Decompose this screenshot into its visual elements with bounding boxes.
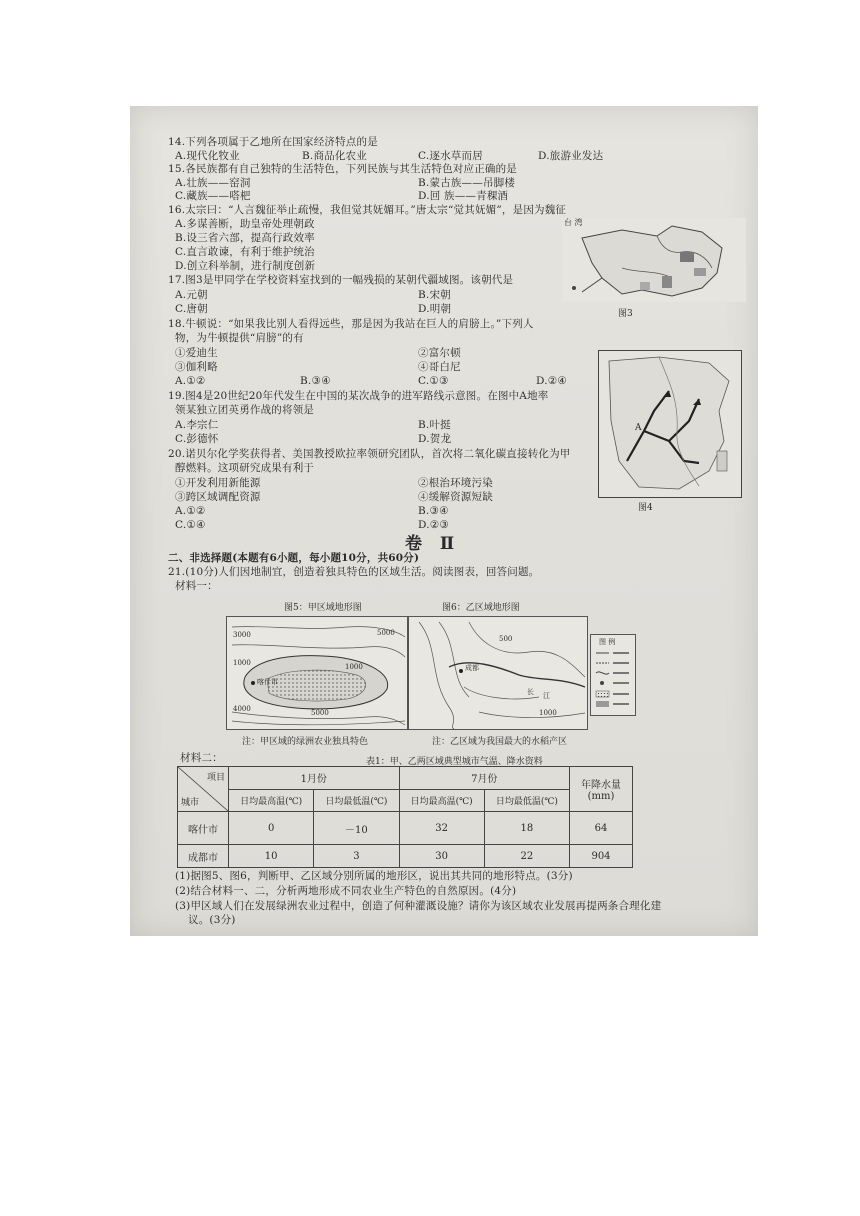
row-cell: 10: [229, 845, 314, 868]
q18-stem-line2: 物，为牛顿提供“肩膀”的有: [175, 332, 304, 344]
rain-header: [570, 767, 633, 812]
row-cell: 0: [229, 812, 314, 845]
q21-sub3-line2: 议。(3分): [188, 914, 236, 926]
table-row: [178, 812, 633, 845]
q14-opt-a: A.现代化牧业: [175, 150, 240, 162]
q15-opt-a: A.壮族——窑洞: [175, 177, 251, 189]
row-cell: 18: [484, 812, 569, 845]
q14-opt-d: D.旅游业发达: [538, 150, 604, 162]
q14-opt-b: B.商品化农业: [302, 150, 367, 162]
q20-item-2: ②根治环境污染: [418, 477, 493, 489]
fig6-label-500: 500: [499, 635, 513, 643]
q19-opt-d: D.贺龙: [418, 433, 452, 445]
fig6-label-chang: 长: [527, 688, 534, 696]
q15-opt-d: D.回 族——青稞酒: [418, 190, 509, 202]
jul-header: 7月份: [399, 767, 570, 790]
q18-item-2: ②富尔顿: [418, 347, 461, 359]
sub-header-4: 日均最低温(℃): [484, 789, 569, 812]
section-title: 卷 Ⅱ: [405, 534, 461, 554]
figure-5-map: [226, 616, 408, 730]
row-cell: 30: [399, 845, 484, 868]
q15-stem: 15.各民族都有自己独特的生活特色，下列民族与其生活特色对应正确的是: [168, 163, 517, 175]
q17-opt-c: C.唐朝: [175, 303, 208, 315]
sub-header-2: 日均最低温(℃): [314, 789, 399, 812]
rain-header-unit: (mm): [587, 791, 615, 802]
row-cell: 904: [570, 845, 633, 868]
q16-opt-d: D.创立科举制，进行制度创新: [175, 260, 316, 272]
fig6-title: 图6：乙区域地形图: [442, 603, 520, 613]
q15-opt-b: B.蒙古族——吊脚楼: [418, 177, 516, 189]
figure-6-map: [408, 616, 588, 730]
fig4-caption: 图4: [638, 503, 653, 513]
row-cell: 64: [570, 812, 633, 845]
exam-photo: [130, 106, 758, 936]
q18-item-3: ③伽利略: [175, 361, 218, 373]
sub-header-3: 日均最高温(℃): [399, 789, 484, 812]
q18-item-1: ①爱迪生: [175, 347, 218, 359]
q20-opt-a: A.①②: [175, 505, 206, 517]
fig4-mark-a: A: [635, 423, 642, 433]
q17-stem: 17.图3是甲同学在学校资料室找到的一幅残损的某朝代疆域图。该朝代是: [168, 274, 514, 286]
q20-opt-d: D.②③: [418, 519, 450, 531]
fig5-title: 图5：甲区域地形图: [284, 603, 362, 613]
fig6-label-jiang: 江: [543, 692, 550, 700]
fig5-label-7: 5000: [377, 629, 395, 637]
q16-opt-a: A.多谋善断，助皇帝处理朝政: [175, 218, 315, 230]
table-row: [178, 845, 633, 868]
q20-opt-b: B.③④: [418, 505, 449, 517]
corner-item-label: 项目: [206, 773, 225, 783]
q16-stem: 16.太宗曰：“人言魏征举止疏慢，我但觉其妩媚耳。”唐太宗“觉其妩媚”，是因为魏征: [168, 204, 567, 216]
fig5-label-1: 3000: [233, 631, 251, 639]
fig3-caption: 图3: [618, 309, 633, 319]
q20-stem-line1: 20.诺贝尔化学奖获得者、美国教授欧拉率领研究团队，首次将二氧化碳直接转化为甲: [168, 448, 571, 460]
fig6-label-1000: 1000: [539, 709, 557, 717]
q18-stem-line1: 18.牛顿说：“如果我比别人看得远些，那是因为我站在巨人的肩膀上。”下列人: [168, 318, 534, 330]
q19-stem-line2: 领某独立团英勇作战的将领是: [175, 404, 315, 416]
table-corner: [178, 767, 229, 812]
q21-sub1: (1)据图5、图6，判断甲、乙区域分别所属的地形区，说出其共同的地形特点。(3分): [175, 870, 573, 882]
q18-opt-b: B.③④: [300, 375, 331, 387]
q17-opt-b: B.宋朝: [418, 289, 451, 301]
q17-opt-d: D.明朝: [418, 303, 452, 315]
sub-header-1: 日均最高温(℃): [229, 789, 314, 812]
row-cell: 32: [399, 812, 484, 845]
q19-opt-b: B.叶挺: [418, 419, 451, 431]
q21-stem: 21.(10分)人们因地制宜，创造着独具特色的区域生活。阅读图表，回答问题。: [168, 566, 540, 578]
q21-material2: 材料二：: [180, 752, 223, 764]
q18-item-4: ④哥白尼: [418, 361, 461, 373]
q14-stem: 14.下列各项属于乙地所在国家经济特点的是: [168, 136, 378, 148]
corner-city-label: 城市: [181, 798, 200, 808]
fig5-label-4: 4000: [233, 705, 251, 713]
q20-item-3: ③跨区域调配资源: [175, 491, 261, 503]
fig6-note: 注：乙区域为我国最大的水稻产区: [432, 737, 568, 747]
fig3-place-label: 台 湾: [564, 218, 583, 227]
q16-opt-b: B.设三省六部，提高行政效率: [175, 232, 315, 244]
row-cell: 22: [484, 845, 569, 868]
fig6-label-city: 成都: [465, 664, 479, 672]
fig5-label-6: 1000: [345, 663, 363, 671]
q20-stem-line2: 醇燃料。这项研究成果有利于: [175, 462, 315, 474]
q20-item-4: ④缓解资源短缺: [418, 491, 493, 503]
q15-opt-c: C.藏族——嗒杷: [175, 190, 251, 202]
q17-opt-a: A.元朝: [175, 289, 208, 301]
row-cell: 3: [314, 845, 399, 868]
q16-opt-c: C.直言敢谏，有利于维护统治: [175, 246, 315, 258]
table-title: 表1：甲、乙两区域典型城市气温、降水资料: [366, 757, 543, 767]
fig5-note: 注：甲区域的绿洲农业独具特色: [242, 737, 369, 747]
fig5-label-city: 喀什市: [257, 678, 278, 686]
q19-stem-line1: 19.图4是20世纪20年代发生在中国的某次战争的进军路线示意图。在图中A地率: [168, 390, 549, 402]
q14-opt-c: C.逐水草而居: [418, 150, 483, 162]
q21-sub2: (2)结合材料一、二，分析两地形成不同农业生产特色的自然原因。(4分): [175, 885, 517, 897]
q18-opt-a: A.①②: [175, 375, 206, 387]
part2-heading: 二、非选择题(本题有6小题，每小题10分，共60分): [168, 552, 420, 564]
rain-header-label: 年降水量: [581, 780, 621, 791]
q21-sub3-line1: (3)甲区域人们在发展绿洲农业过程中，创造了何种灌溉设施？请你为该区域农业发展再提两条合理化建: [175, 900, 662, 912]
q19-opt-a: A.李宗仁: [175, 419, 219, 431]
row-city: 喀什市: [178, 812, 229, 845]
q18-opt-c: C.①③: [418, 375, 449, 387]
q18-opt-d: D.②④: [536, 375, 568, 387]
legend-title: 图 例: [599, 638, 616, 646]
map-legend: [590, 634, 636, 716]
fig5-label-5: 5000: [311, 709, 329, 717]
climate-table: [177, 766, 633, 868]
q21-material1: 材料一：: [175, 580, 218, 592]
q19-opt-c: C.彭德怀: [175, 433, 219, 445]
q20-opt-c: C.①④: [175, 519, 206, 531]
row-cell: －10: [314, 812, 399, 845]
row-city: 成都市: [178, 845, 229, 868]
fig5-label-2: 1000: [233, 659, 251, 667]
figure-4-map: [598, 350, 742, 498]
jan-header: 1月份: [229, 767, 400, 790]
q20-item-1: ①开发利用新能源: [175, 477, 261, 489]
figure-3-map: [562, 218, 746, 302]
